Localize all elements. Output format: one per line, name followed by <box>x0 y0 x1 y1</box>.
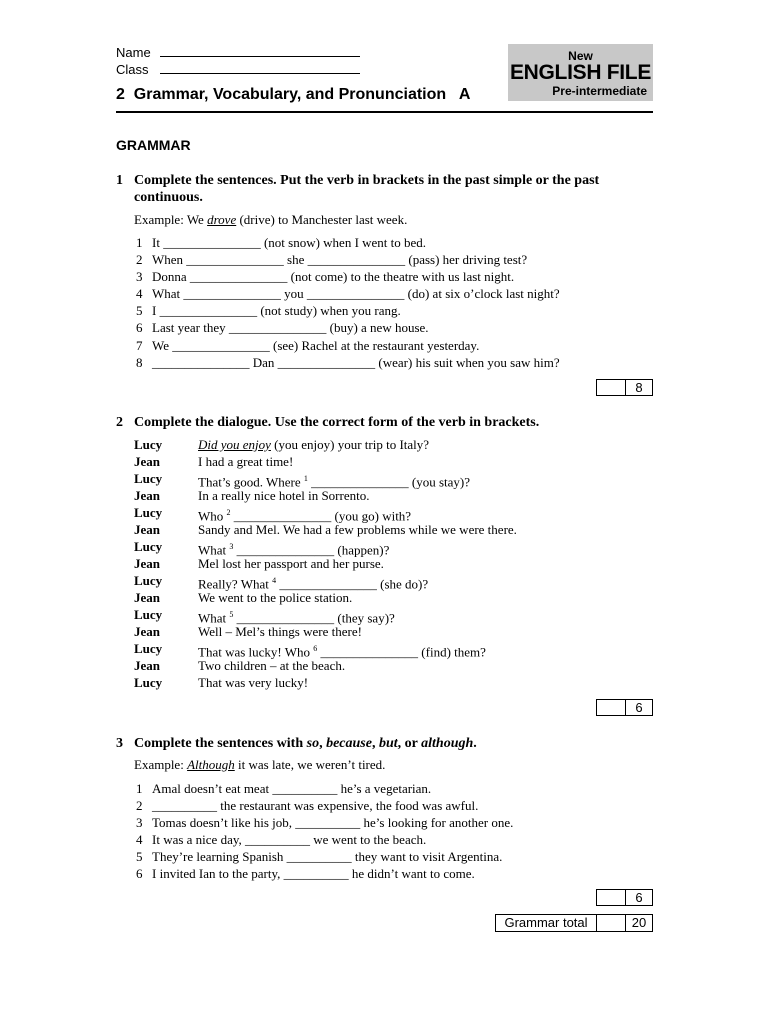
ex3-score-max: 6 <box>635 890 643 905</box>
dialogue-text-pre: What <box>198 610 230 626</box>
dialogue-text <box>198 521 517 538</box>
ex3-example-prefix: Example: <box>134 757 188 772</box>
dialogue-example-answer: Did you enjoy <box>198 437 271 452</box>
ex3-instr-although: although <box>421 736 474 751</box>
page-title: 2 Grammar, Vocabulary, and Pronunciation A <box>116 86 471 103</box>
dialogue-text <box>198 674 308 691</box>
speaker-name: Jean <box>134 454 160 469</box>
speaker-name: Lucy <box>134 607 163 622</box>
speaker-name: Jean <box>134 522 160 537</box>
list-item[interactable] <box>116 848 513 865</box>
dialogue-text-pre: That’s good. Where <box>198 474 304 490</box>
ex3-instr-so: so <box>306 736 320 751</box>
ex2-score-max: 6 <box>635 700 643 715</box>
list-item[interactable] <box>116 319 560 336</box>
title-divider <box>116 111 653 113</box>
ex3-instr-part: , <box>371 736 379 751</box>
item-text: __________ the restaurant was expensive, the food was awful. <box>152 798 479 814</box>
item-number: 3 <box>136 815 143 831</box>
ex3-instr-part: , or <box>397 736 422 751</box>
dialogue-text-pre: That was very lucky! <box>198 675 309 690</box>
speaker-name: Lucy <box>134 675 163 690</box>
ex1-instruction-text: Complete the sentences. Put the verb in brackets in the past simple or the past continuous. <box>134 173 600 205</box>
class-field-row <box>116 62 360 77</box>
speaker-name: Lucy <box>134 437 163 452</box>
name-field-row <box>116 45 360 60</box>
gap-number: 5 <box>229 610 234 619</box>
ex1-example-answer: drove <box>207 212 237 227</box>
gap-number: 6 <box>313 644 318 653</box>
speaker-name: Lucy <box>134 505 163 520</box>
dialogue-text <box>198 623 362 640</box>
ex3-instr-part: . <box>473 736 477 751</box>
grammar-total-label: Grammar total <box>496 915 597 931</box>
list-item[interactable] <box>116 285 560 302</box>
item-text: Tomas doesn’t like his job, __________ he’s looking for another one. <box>152 815 514 831</box>
dialogue-text-pre: I had a great time! <box>198 454 294 469</box>
list-item[interactable] <box>116 814 513 831</box>
grammar-total-input[interactable] <box>597 915 626 931</box>
ex1-score-max: 8 <box>635 380 643 395</box>
item-text: Donna _______________ (not come) to the theatre with us last night. <box>152 269 515 285</box>
logo-main-text: ENGLISH FILE <box>509 61 652 84</box>
item-text: Last year they _______________ (buy) a new house. <box>152 320 429 336</box>
ex1-number: 1 <box>116 173 123 188</box>
dialogue-text <box>198 453 293 470</box>
ex3-instr-part: Complete the sentences with <box>134 736 307 751</box>
item-number: 8 <box>136 354 143 370</box>
logo-sub-text: Pre-intermediate <box>552 84 647 98</box>
dialogue-text-post: _______________ (you go) with? <box>230 508 412 524</box>
dialogue-text-pre: Really? What <box>198 576 273 592</box>
item-text: They’re learning Spanish __________ they want to visit Argentina. <box>152 849 503 865</box>
item-number: 3 <box>136 269 143 285</box>
speaker-name: Lucy <box>134 641 163 656</box>
dialogue-text-post: _______________ (she do)? <box>276 576 429 592</box>
item-number: 4 <box>136 832 143 848</box>
item-text: I _______________ (not study) when you rang. <box>152 303 401 319</box>
dialogue-text-pre: Well – Mel’s things were there! <box>198 624 362 639</box>
ex3-instr-part: , <box>319 736 327 751</box>
ex3-number: 3 <box>116 736 123 751</box>
item-number: 2 <box>136 798 143 814</box>
list-item[interactable] <box>116 797 513 814</box>
speaker-name: Jean <box>134 488 160 503</box>
item-text: It _______________ (not snow) when I went to bed. <box>152 235 427 250</box>
gap-number: 3 <box>229 542 234 551</box>
ex2-number: 2 <box>116 415 123 430</box>
item-number: 1 <box>136 235 143 250</box>
list-item[interactable] <box>116 354 560 371</box>
item-number: 5 <box>136 303 143 319</box>
ex3-list <box>116 780 513 883</box>
list-item[interactable] <box>116 780 513 797</box>
dialogue-text-post: (you enjoy) your trip to Italy? <box>270 437 430 452</box>
ex3-score-input[interactable] <box>597 890 626 905</box>
dialogue-text-pre: Who <box>198 508 227 524</box>
dialogue-text-pre: That was lucky! Who <box>198 644 314 660</box>
ex1-list <box>116 234 560 371</box>
ex1-example-suffix: (drive) to Manchester last week. <box>236 212 408 227</box>
speaker-name: Jean <box>134 658 160 673</box>
dialogue-text-post: _______________ (you stay)? <box>307 474 471 490</box>
ex3-instruction-text <box>134 735 656 752</box>
dialogue-text-post: _______________ (find) them? <box>317 644 486 660</box>
ex3-instr-because: because <box>326 736 372 751</box>
dialogue-text-post: _______________ (they say)? <box>233 610 395 626</box>
class-label: Class <box>116 62 149 77</box>
ex1-instruction <box>116 172 656 206</box>
item-text: Amal doesn’t eat meat __________ he’s a vegetarian. <box>152 781 432 796</box>
item-number: 1 <box>136 781 143 796</box>
english-file-logo <box>508 44 653 101</box>
name-blank[interactable] <box>160 45 360 57</box>
ex2-instruction <box>116 414 656 431</box>
speaker-name: Lucy <box>134 471 163 486</box>
ex3-example <box>134 757 385 773</box>
dialogue-text-pre: We went to the police station. <box>198 590 353 605</box>
ex1-example <box>134 212 407 228</box>
gap-number: 4 <box>272 576 277 585</box>
dialogue-text <box>198 657 345 674</box>
item-number: 6 <box>136 866 143 882</box>
item-text: When _______________ she _______________ (pass) her driving test? <box>152 252 528 268</box>
name-label: Name <box>116 45 151 60</box>
list-item[interactable] <box>116 337 560 354</box>
class-blank[interactable] <box>160 62 360 74</box>
ex3-example-suffix: it was late, we weren’t tired. <box>234 757 386 772</box>
ex2-score-input[interactable] <box>597 700 626 715</box>
dialogue-text <box>198 589 352 606</box>
list-item[interactable] <box>116 251 560 268</box>
dialogue-text <box>198 487 369 504</box>
ex3-instr-but: but <box>378 736 398 751</box>
speaker-name: Jean <box>134 556 160 571</box>
dialogue-text <box>198 555 384 572</box>
dialogue-text-pre: Sandy and Mel. We had a few problems while we were there. <box>198 522 517 537</box>
list-item[interactable] <box>116 831 513 848</box>
list-item[interactable] <box>116 234 560 251</box>
ex1-example-prefix: Example: We <box>134 212 208 227</box>
speaker-name: Jean <box>134 624 160 639</box>
ex2-instruction-text: Complete the dialogue. Use the correct form of the verb in brackets. <box>134 415 540 430</box>
item-text: It was a nice day, __________ we went to the beach. <box>152 832 427 848</box>
dialogue-text-pre: In a really nice hotel in Sorrento. <box>198 488 370 503</box>
ex3-instruction <box>116 735 656 752</box>
grammar-total-box <box>495 914 653 932</box>
item-text: We _______________ (see) Rachel at the restaurant yesterday. <box>152 337 480 353</box>
speaker-name: Lucy <box>134 573 163 588</box>
item-number: 6 <box>136 320 143 336</box>
dialogue-text-pre: Two children – at the beach. <box>198 658 346 673</box>
dialogue-text <box>198 436 429 453</box>
section-heading: GRAMMAR <box>116 137 191 153</box>
dialogue-text-pre: Mel lost her passport and her purse. <box>198 556 384 571</box>
gap-number: 2 <box>226 508 231 517</box>
list-item[interactable] <box>116 268 560 285</box>
speaker-name: Lucy <box>134 539 163 554</box>
item-text: What _______________ you _______________ (do) at six o’clock last night? <box>152 286 560 302</box>
item-number: 4 <box>136 286 143 302</box>
item-number: 2 <box>136 252 143 268</box>
logo-new-text: New <box>568 49 593 63</box>
list-item[interactable] <box>116 865 513 882</box>
dialogue-text-post: _______________ (happen)? <box>233 542 390 558</box>
speaker-name: Jean <box>134 590 160 605</box>
ex3-score-box <box>596 889 653 906</box>
list-item[interactable] <box>116 302 560 319</box>
item-number: 7 <box>136 337 143 353</box>
grammar-total-max: 20 <box>631 915 647 930</box>
ex1-score-box <box>596 379 653 396</box>
ex2-score-box <box>596 699 653 716</box>
item-text: I invited Ian to the party, __________ he didn’t want to come. <box>152 866 475 882</box>
gap-number: 1 <box>303 474 308 483</box>
ex1-score-input[interactable] <box>597 380 626 395</box>
item-text: _______________ Dan _______________ (wear) his suit when you saw him? <box>152 354 560 370</box>
dialogue-text-pre: What <box>198 542 230 558</box>
ex3-example-answer: Although <box>187 757 235 772</box>
item-number: 5 <box>136 849 143 865</box>
